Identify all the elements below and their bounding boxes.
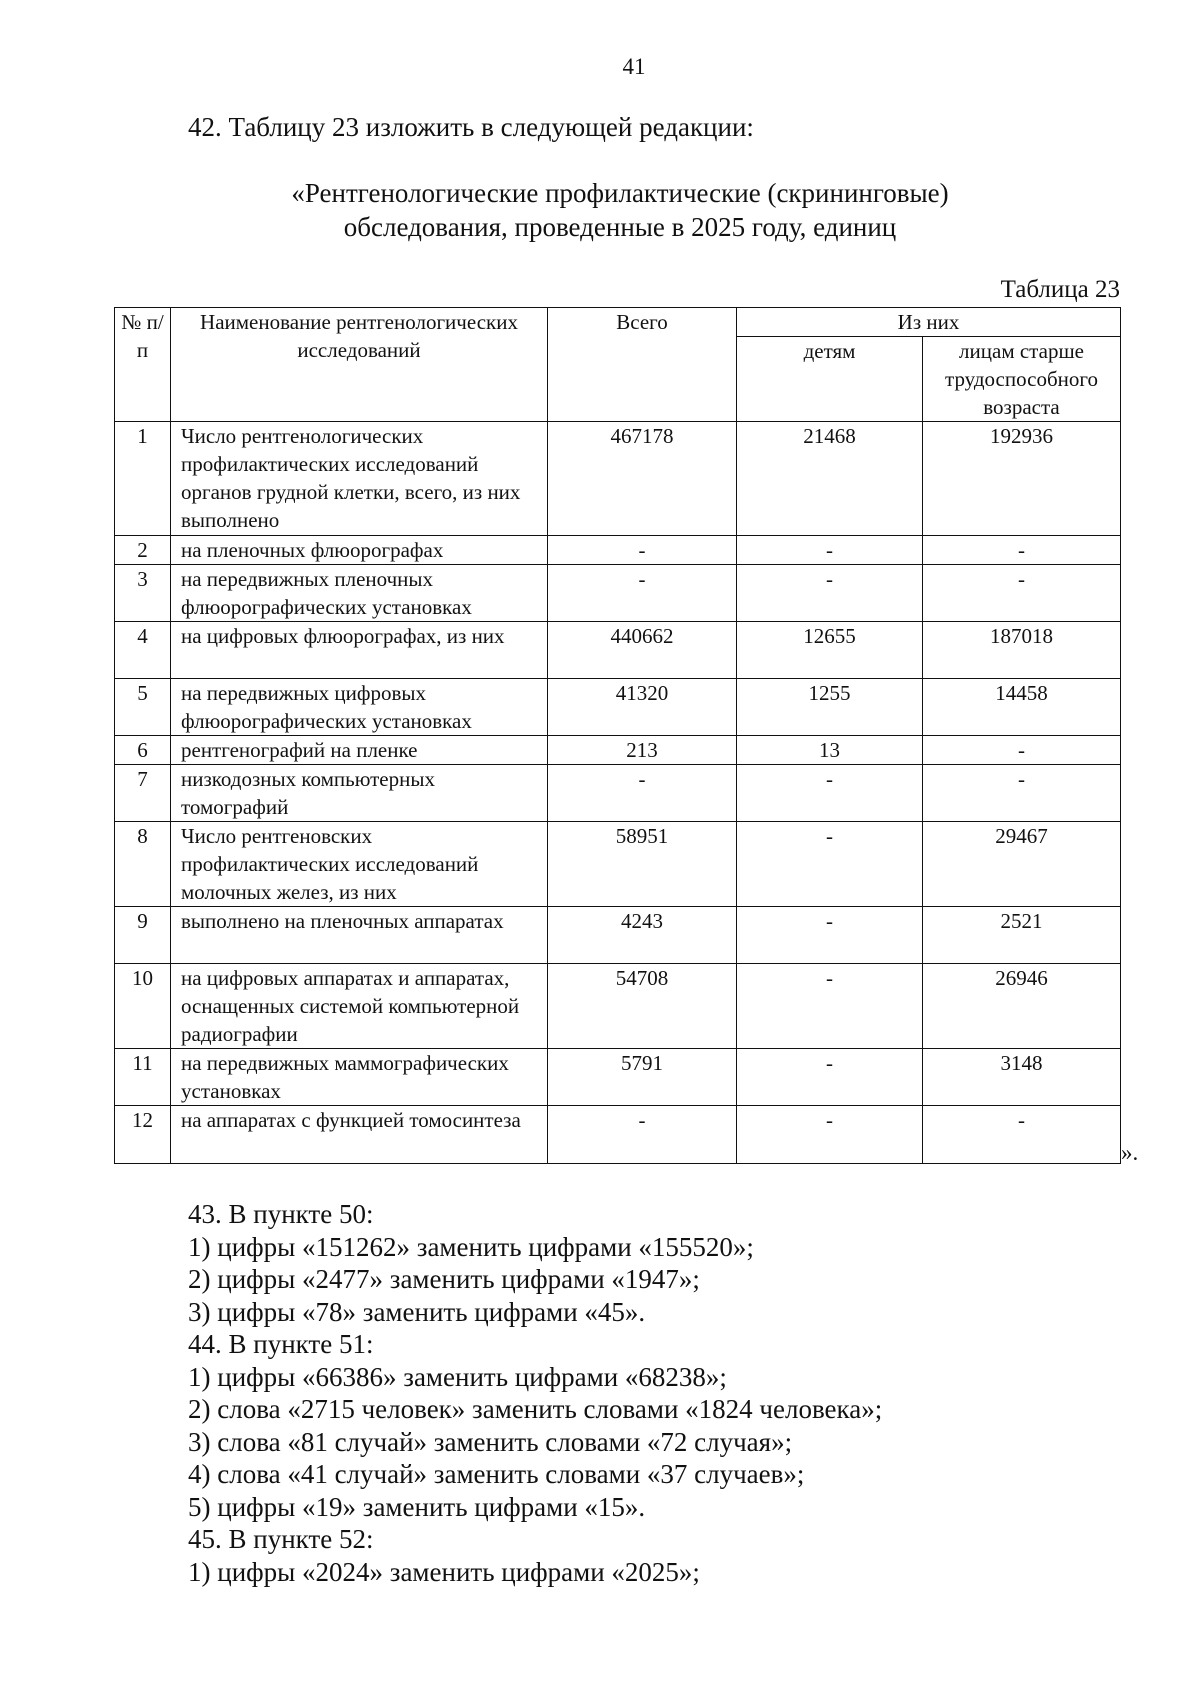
table-row [115, 422, 1121, 536]
amendment-line: 44. В пункте 51: [188, 1329, 374, 1359]
amendment-line: 3) слова «81 случай» заменить словами «72 случая»; [188, 1426, 793, 1457]
row-number: 9 [115, 907, 171, 964]
row-total: 467178 [548, 422, 737, 536]
row-total: 440662 [548, 622, 737, 679]
row-name: рентгенографий на пленке [171, 736, 548, 765]
row-number: 4 [115, 622, 171, 679]
row-children: - [737, 907, 923, 964]
row-elderly: - [923, 765, 1121, 822]
amendment-line: 43. В пункте 50: [188, 1199, 374, 1229]
table-row [115, 765, 1121, 822]
row-elderly: - [923, 565, 1121, 622]
row-children: - [737, 536, 923, 565]
row-name: выполнено на пленочных аппаратах [171, 907, 548, 964]
item-42-heading: 42. Таблицу 23 изложить в следующей редакции: [188, 112, 754, 142]
amendment-line: 2) цифры «2477» заменить цифрами «1947»; [188, 1264, 700, 1294]
header-name: Наименование рентгенологических исследований [171, 308, 548, 422]
row-elderly: - [923, 536, 1121, 565]
row-elderly: 2521 [923, 907, 1121, 964]
page-number: 41 [622, 54, 646, 79]
row-name: на передвижных маммографических установках [171, 1049, 548, 1106]
row-elderly: 26946 [923, 964, 1121, 1049]
row-name: на цифровых аппаратах и аппаратах, оснащенных системой компьютерной радиографии [171, 964, 548, 1049]
row-children: - [737, 565, 923, 622]
row-number: 7 [115, 765, 171, 822]
row-number: 11 [115, 1049, 171, 1106]
amendment-line: 2) слова «2715 человек» заменить словами «1824 человека»; [188, 1394, 883, 1424]
table-row [115, 1049, 1121, 1106]
row-name: Число рентгенологических профилактических исследований органов грудной клетки, всего, из них выполнено [171, 422, 548, 536]
row-children: 13 [737, 736, 923, 765]
row-children: 1255 [737, 679, 923, 736]
row-name: на цифровых флюорографах, из них [171, 622, 548, 679]
row-elderly: - [923, 1106, 1121, 1164]
screening-table [114, 307, 1121, 1164]
row-elderly: 29467 [923, 822, 1121, 907]
row-total: 41320 [548, 679, 737, 736]
row-elderly: 187018 [923, 622, 1121, 679]
amendment-line: 1) цифры «151262» заменить цифрами «155520»; [188, 1231, 754, 1262]
header-elderly: лицам старше трудоспособного возраста [923, 337, 1121, 422]
row-number: 5 [115, 679, 171, 736]
row-name: низкодозных компьютерных томографий [171, 765, 548, 822]
table-row [115, 565, 1121, 622]
row-total: - [548, 536, 737, 565]
row-total: 4243 [548, 907, 737, 964]
table-row [115, 964, 1121, 1049]
amendment-line: 45. В пункте 52: [188, 1524, 374, 1554]
amendment-line: 4) слова «41 случай» заменить словами «37 случаев»; [188, 1459, 805, 1489]
row-total: - [548, 765, 737, 822]
row-number: 3 [115, 565, 171, 622]
row-number: 10 [115, 964, 171, 1049]
amendment-line: 1) цифры «66386» заменить цифрами «68238»; [188, 1361, 727, 1392]
row-name: на аппаратах с функцией томосинтеза [171, 1106, 548, 1164]
row-children: 21468 [737, 422, 923, 536]
row-elderly: 14458 [923, 679, 1121, 736]
row-name: на пленочных флюорографах [171, 536, 548, 565]
closing-quote: ». [1121, 1140, 1139, 1165]
row-children: - [737, 765, 923, 822]
row-total: 213 [548, 736, 737, 765]
row-total: - [548, 1106, 737, 1164]
row-children: - [737, 964, 923, 1049]
table-row [115, 736, 1121, 765]
table-title-line: обследования, проведенные в 2025 году, единиц [343, 212, 897, 242]
row-total: - [548, 565, 737, 622]
row-elderly: - [923, 736, 1121, 765]
row-elderly: 3148 [923, 1049, 1121, 1106]
row-children: 12655 [737, 622, 923, 679]
row-total: 58951 [548, 822, 737, 907]
row-number: 8 [115, 822, 171, 907]
table-row [115, 907, 1121, 964]
row-name: на передвижных цифровых флюорографических установках [171, 679, 548, 736]
table-row [115, 679, 1121, 736]
table-row [115, 536, 1121, 565]
amendment-line: 1) цифры «2024» заменить цифрами «2025»; [188, 1556, 700, 1587]
row-children: - [737, 1106, 923, 1164]
row-elderly: 192936 [923, 422, 1121, 536]
amendments-list [188, 1198, 1148, 1588]
header-children: детям [737, 337, 923, 422]
header-total: Всего [548, 308, 737, 422]
header-num: № п/п [115, 308, 171, 422]
row-children: - [737, 1049, 923, 1106]
table-row [115, 622, 1121, 679]
row-total: 54708 [548, 964, 737, 1049]
table-label: Таблица 23 [1000, 276, 1120, 303]
amendment-line: 5) цифры «19» заменить цифрами «15». [188, 1491, 646, 1522]
row-total: 5791 [548, 1049, 737, 1106]
row-number: 1 [115, 422, 171, 536]
row-number: 2 [115, 536, 171, 565]
row-number: 12 [115, 1106, 171, 1164]
row-name: Число рентгеновских профилактических исследований молочных желез, из них [171, 822, 548, 907]
table-title [200, 176, 1040, 244]
table-row [115, 1106, 1121, 1164]
row-name: на передвижных пленочных флюорографических установках [171, 565, 548, 622]
table-row [115, 822, 1121, 907]
row-number: 6 [115, 736, 171, 765]
amendment-line: 3) цифры «78» заменить цифрами «45». [188, 1296, 646, 1327]
table-title-line: «Рентгенологические профилактические (скрининговые) [291, 178, 949, 208]
header-of-them: Из них [737, 308, 1121, 337]
row-children: - [737, 822, 923, 907]
